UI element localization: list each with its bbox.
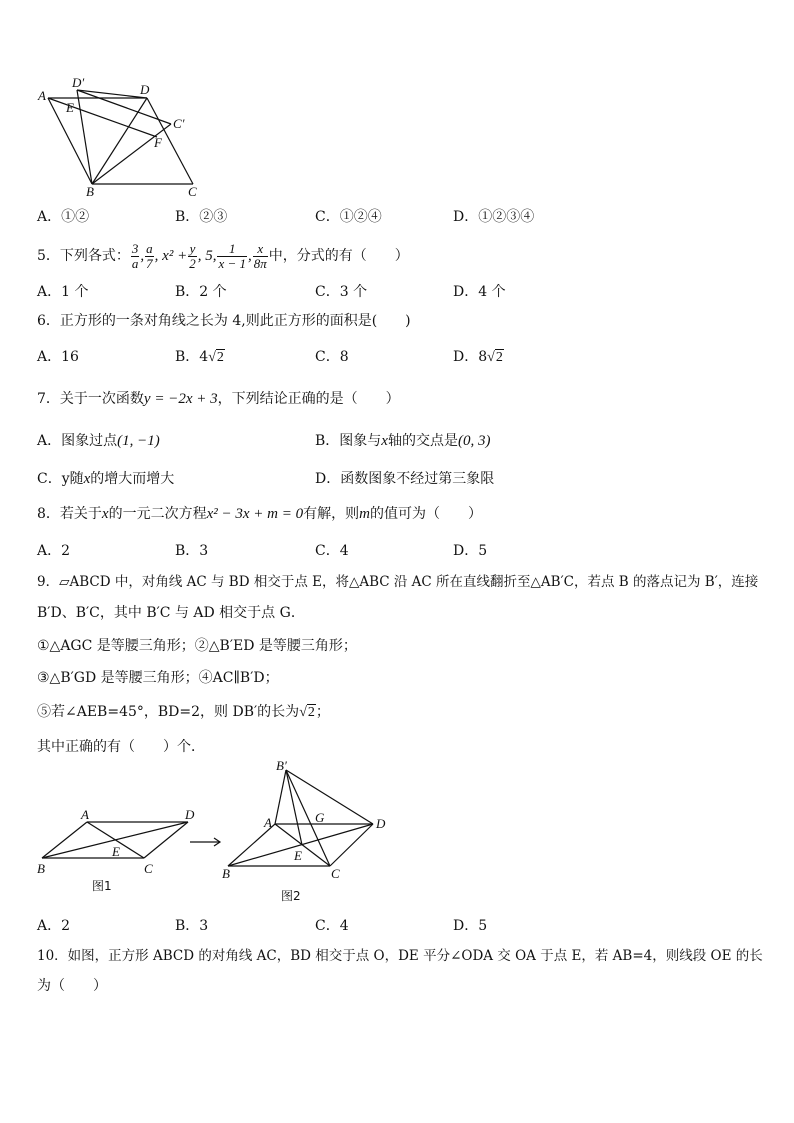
q5-fraction-4: $\frac{1}{x - 1}$ <box>218 240 246 271</box>
q7-option-b[interactable]: B．图象与x轴的交点是(0, 3) <box>315 433 491 449</box>
q8-option-c[interactable]: C．4 <box>315 543 349 559</box>
fig1-label-d: D <box>185 807 195 822</box>
fig1-label-e: E <box>112 844 120 859</box>
q10-line-2: 为（ ） <box>37 978 107 994</box>
fig2-label-g: G <box>315 810 325 825</box>
q8-option-b[interactable]: B．3 <box>175 543 209 559</box>
fig1-caption: 图1 <box>92 879 112 893</box>
q6-question: 6．正方形的一条对角线之长为 4,则此正方形的面积是( ) <box>37 313 411 329</box>
q8-option-d[interactable]: D．5 <box>453 543 488 559</box>
q5-mid: , x² + <box>154 248 188 264</box>
q8-option-a[interactable]: A．2 <box>37 543 71 559</box>
q7-option-c[interactable]: C．y随x的增大而增大 <box>37 471 175 487</box>
q8-question: 8．若关于x的一元二次方程x² − 3x + m = 0有解，则m的值可为（ ） <box>37 506 482 522</box>
q9-statement-5: ⑤若∠AEB=45°，BD=2，则 DB′的长为√2； <box>37 704 330 720</box>
fig1-label-c: C <box>144 861 153 876</box>
q9-option-b[interactable]: B．3 <box>175 918 209 934</box>
q7-question: 7．关于一次函数y = −2x + 3，下列结论正确的是（ ） <box>37 391 400 407</box>
q5-fraction-2: $\frac{a}{7}$ <box>146 240 153 271</box>
q5-option-c[interactable]: C．3 个 <box>315 284 368 300</box>
q7-option-a[interactable]: A．图象过点(1, −1) <box>37 433 160 449</box>
q4-option-d[interactable]: D．①②③④ <box>453 209 535 225</box>
fig-top-label-a: A <box>38 88 46 103</box>
fig-top-label-b: B <box>86 184 94 199</box>
q9-statement-3-4: ③△B′GD 是等腰三角形；④AC∥B′D； <box>37 670 279 686</box>
fig1-label-b: B <box>37 861 45 876</box>
q9-line-1: 9．▱ABCD 中，对角线 AC 与 BD 相交于点 E，将△ABC 沿 AC 所在直线翻折至△AB′C，若点 B 的落点记为 B′，连接 <box>37 574 759 590</box>
q6-option-c[interactable]: C．8 <box>315 349 349 365</box>
fig-top-label-d-prime: D′ <box>72 75 85 90</box>
fig2-label-a: A <box>264 815 272 830</box>
fig2-label-b: B <box>222 866 230 881</box>
q5-option-d[interactable]: D．4 个 <box>453 284 506 300</box>
q5-fraction-1: $\frac{3}{a}$ <box>131 240 139 271</box>
q9-option-c[interactable]: C．4 <box>315 918 349 934</box>
q9-line-2: B′D、B′C，其中 B′C 与 AD 相交于点 G． <box>37 605 305 621</box>
fig-top-label-c-prime: C′ <box>173 116 185 131</box>
fig-top-label-c: C <box>188 184 197 199</box>
q5-prefix: 5．下列各式： <box>37 248 130 264</box>
q6-option-d[interactable]: D．8√2 <box>453 349 503 365</box>
fig-top-label-f: F <box>154 135 162 150</box>
q5-question: 5．下列各式： $\frac{3}{a}$ , $\frac{a}{7}$ , x² + $\frac{y}{2}$ , 5, $\frac{1}{x - 1}$ , $\frac{x}{8\pi}$ 中，分式的有（ ） <box>37 240 409 271</box>
q4-option-b[interactable]: B．②③ <box>175 209 228 225</box>
q10-line-1: 10．如图，正方形 ABCD 的对角线 AC，BD 相交于点 O，DE 平分∠ODA 交 OA 于点 E，若 AB=4，则线段 OE 的长 <box>37 948 763 964</box>
fig2-label-d: D <box>376 816 386 831</box>
q5-fraction-5: $\frac{x}{8\pi}$ <box>253 240 267 271</box>
q5-suffix: 中，分式的有（ ） <box>268 248 409 264</box>
fig2-caption: 图2 <box>281 889 301 903</box>
fig1-label-a: A <box>81 807 89 822</box>
q9-option-a[interactable]: A．2 <box>37 918 71 934</box>
fig2-label-c: C <box>331 866 340 881</box>
q5-option-b[interactable]: B．2 个 <box>175 284 227 300</box>
fig-top-label-d: D <box>140 82 150 97</box>
q6-option-a[interactable]: A．16 <box>37 349 79 365</box>
fig2-label-b-prime: B′ <box>276 758 287 773</box>
q7-option-d[interactable]: D．函数图象不经过第三象限 <box>315 471 495 487</box>
q8-formula: x² − 3x + m = 0 <box>206 506 304 522</box>
fig2-label-e: E <box>294 848 302 863</box>
q9-statement-1-2: ①△AGC 是等腰三角形；②△B′ED 是等腰三角形； <box>37 638 357 654</box>
q5-five: , 5, <box>197 248 217 264</box>
q4-option-a[interactable]: A．①② <box>37 209 90 225</box>
q5-option-a[interactable]: A．1 个 <box>37 284 89 300</box>
q7-formula: y = −2x + 3 <box>143 391 218 407</box>
figure-q9 <box>30 758 400 908</box>
q5-fraction-3: $\frac{y}{2}$ <box>189 240 196 271</box>
q9-option-d[interactable]: D．5 <box>453 918 488 934</box>
q6-option-b[interactable]: B．4√2 <box>175 349 224 365</box>
q4-option-c[interactable]: C．①②④ <box>315 209 382 225</box>
fig-top-label-e: E <box>66 100 74 115</box>
q9-line-6: 其中正确的有（ ）个． <box>37 739 205 755</box>
figure-q4-parallelogram <box>30 72 210 202</box>
